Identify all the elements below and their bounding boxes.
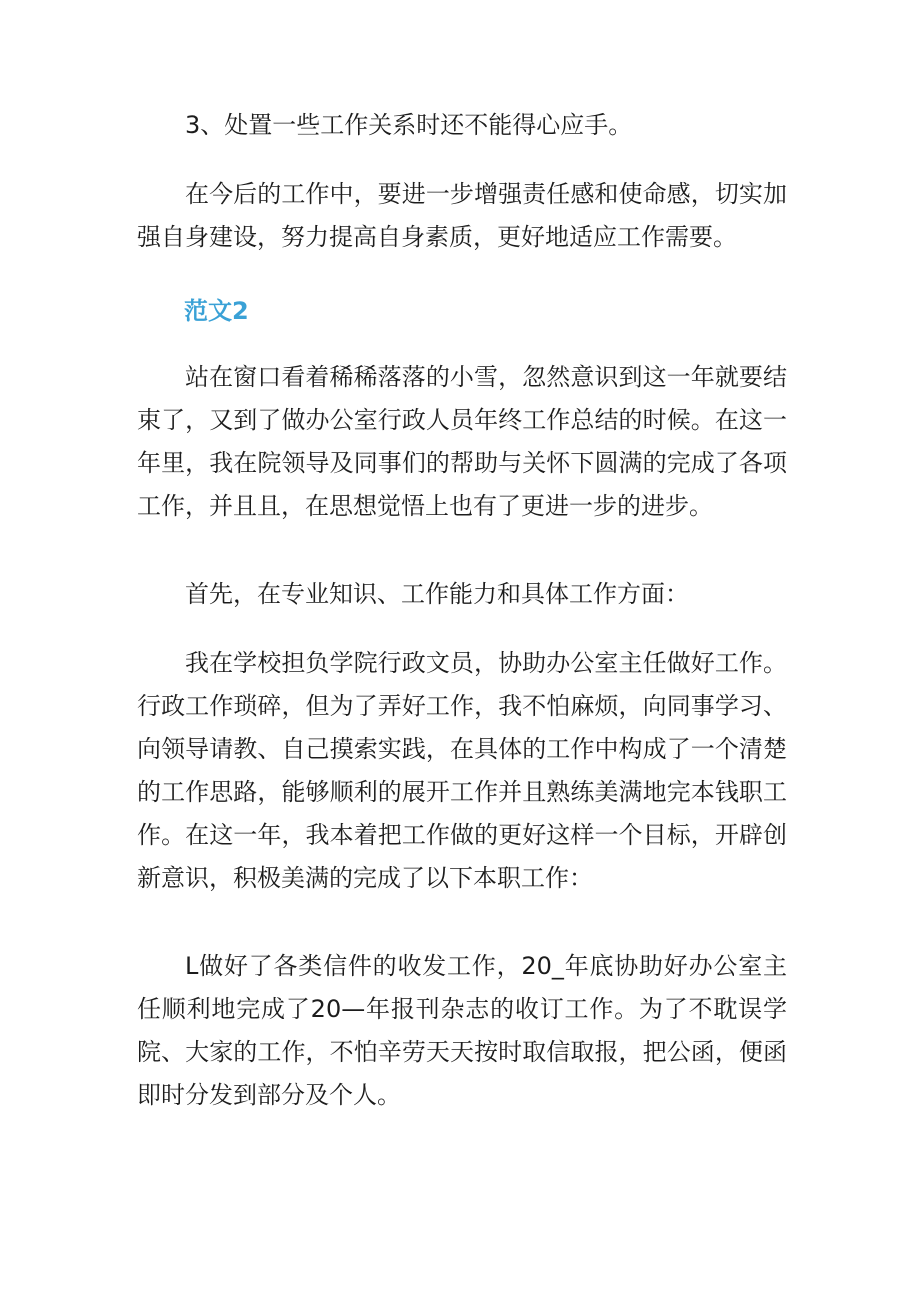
paragraph-future-work: 在今后的工作中，要进一步增强责任感和使命感，切实加强自身建设，努力提高自身素质，更好地适应工作需要。 bbox=[137, 180, 787, 251]
paragraph-intro: 站在窗口看着稀稀落落的小雪，忽然意识到这一年就要结束了，又到了做办公室行政人员年终工作总结的时候。在这一年里，我在院领导及同事们的帮助与关怀下圆满的完成了各项工作，并且且，在思想觉悟上也有了更进一步的进步。 bbox=[137, 363, 787, 520]
paragraph-item-3: 3、处置一些工作关系时还不能得心应手。 bbox=[185, 111, 633, 139]
paragraph-role-description: 我在学校担负学院行政文员，协助办公室主任做好工作。行政工作琐碎，但为了弄好工作，我不怕麻烦，向同事学习、向领导请教、自己摸索实践，在具体的工作中构成了一个清楚的工作思路，能够顺利的展开工作并且熟练美满地完本钱职工作。在这一年，我本着把工作做的更好这样一个目标，开辟创新意识，积极美满的完成了以下本职工作： bbox=[137, 649, 787, 892]
section-heading-sample-2: 范文2 bbox=[184, 297, 249, 325]
paragraph-mail-duties: L做好了各类信件的收发工作，20_年底协助好办公室主任顺利地完成了20—年报刊杂志的收订工作。为了不耽误学院、大家的工作，不怕辛劳天天按时取信取报，把公函，便函即时分发到部分及个人。 bbox=[137, 952, 787, 1109]
paragraph-first: 首先，在专业知识、工作能力和具体工作方面： bbox=[185, 580, 689, 608]
